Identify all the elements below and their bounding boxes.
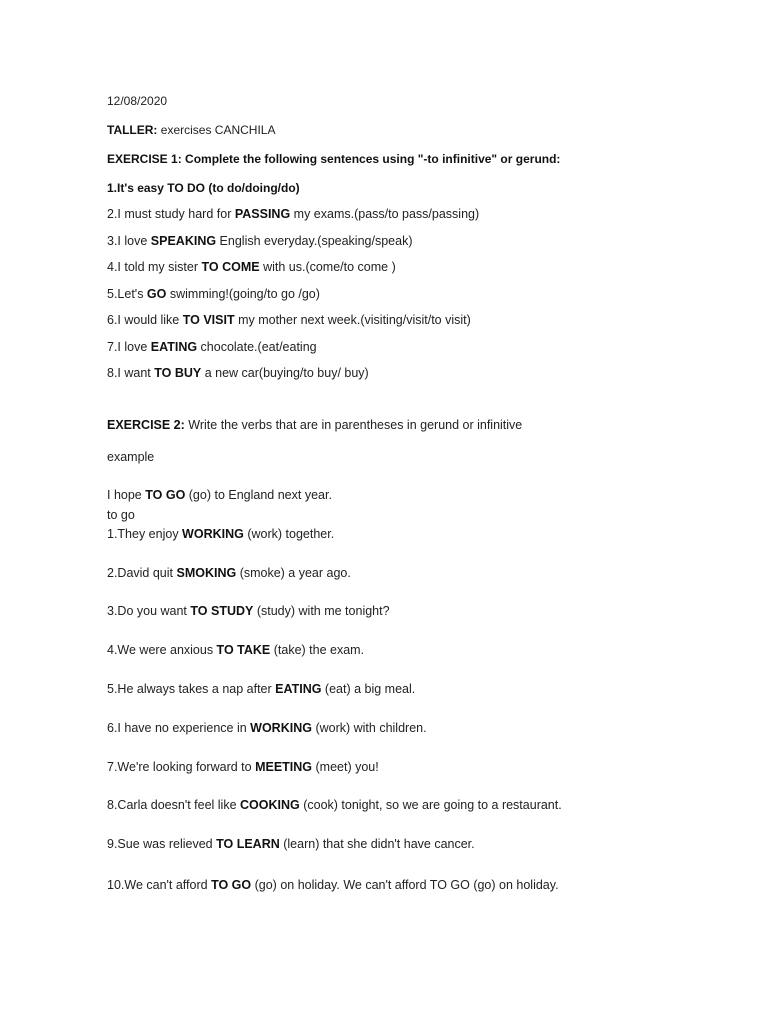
item-suffix: (work) with children. bbox=[311, 721, 427, 735]
item-answer: TO LEARN bbox=[216, 837, 280, 851]
exercise1-item bbox=[107, 259, 396, 275]
item-answer: SMOKING bbox=[176, 566, 237, 580]
item-suffix: (cook) tonight, so we are going to a restaurant. bbox=[299, 798, 562, 812]
item-answer: TO BUY bbox=[154, 366, 202, 380]
example-note: to go bbox=[107, 508, 135, 522]
item-suffix: swimming!(going/to go /go) bbox=[166, 287, 320, 301]
item-answer: GO bbox=[146, 287, 167, 301]
exercise2-title bbox=[107, 417, 522, 433]
exercise2-item bbox=[107, 797, 562, 813]
exercise1-item bbox=[107, 206, 479, 222]
item-prefix: 5.Let's bbox=[107, 287, 147, 301]
item-prefix: 9.Sue was relieved bbox=[107, 837, 217, 851]
item-suffix: (meet) you! bbox=[312, 760, 379, 774]
exercise1-label: EXERCISE 1: bbox=[107, 152, 182, 166]
example-sentence bbox=[107, 487, 332, 503]
item-answer: TO GO bbox=[145, 488, 186, 502]
item-answer: PASSING bbox=[234, 207, 291, 221]
item-suffix: (to do/doing/do) bbox=[205, 181, 300, 195]
exercise2-item bbox=[107, 759, 379, 775]
item-suffix: (learn) that she didn't have cancer. bbox=[279, 837, 475, 851]
exercise1-instructions: Complete the following sentences using "-to infinitive" or gerund: bbox=[181, 152, 561, 166]
item-prefix: 10.We can't afford bbox=[107, 878, 212, 892]
item-suffix: (study) with me tonight? bbox=[253, 604, 390, 618]
exercise1-item bbox=[107, 339, 317, 355]
exercise2-item bbox=[107, 836, 475, 852]
item-prefix: I hope bbox=[107, 488, 146, 502]
item-suffix: English everyday.(speaking/speak) bbox=[216, 234, 413, 248]
item-suffix: a new car(buying/to buy/ buy) bbox=[201, 366, 369, 380]
item-prefix: 4.We were anxious bbox=[107, 643, 217, 657]
item-answer: TO STUDY bbox=[190, 604, 254, 618]
taller-text: exercises CANCHILA bbox=[157, 123, 276, 137]
item-prefix: 6.I would like bbox=[107, 313, 183, 327]
item-suffix: (go) on holiday. We can't afford TO GO (go) on holiday. bbox=[251, 878, 559, 892]
item-prefix: 1.They enjoy bbox=[107, 527, 183, 541]
item-suffix: my exams.(pass/to pass/passing) bbox=[290, 207, 480, 221]
item-answer: COOKING bbox=[240, 798, 300, 812]
item-answer: TO COME bbox=[201, 260, 260, 274]
item-suffix: (work) together. bbox=[243, 527, 335, 541]
example-label: example bbox=[107, 450, 155, 464]
exercise1-item bbox=[107, 365, 369, 381]
item-answer: TO TAKE bbox=[216, 643, 271, 657]
item-prefix: 2.I must study hard for bbox=[107, 207, 235, 221]
item-suffix: my mother next week.(visiting/visit/to visit) bbox=[234, 313, 471, 327]
item-answer: TO GO bbox=[211, 878, 252, 892]
exercise2-item bbox=[107, 681, 415, 697]
exercise2-label: EXERCISE 2: bbox=[107, 418, 185, 432]
item-answer: TO DO bbox=[167, 181, 206, 195]
date: 12/08/2020 bbox=[107, 94, 168, 108]
item-answer: TO VISIT bbox=[182, 313, 235, 327]
exercise1-title bbox=[107, 151, 560, 167]
item-prefix: 1.It's easy bbox=[107, 181, 168, 195]
item-prefix: 3.I love bbox=[107, 234, 151, 248]
exercise1-item bbox=[107, 312, 471, 328]
exercise2-instructions: Write the verbs that are in parentheses in gerund or infinitive bbox=[184, 418, 523, 432]
item-prefix: 3.Do you want bbox=[107, 604, 191, 618]
item-prefix: 7.We're looking forward to bbox=[107, 760, 256, 774]
item-answer: EATING bbox=[150, 340, 198, 354]
item-answer: MEETING bbox=[255, 760, 313, 774]
item-prefix: 8.Carla doesn't feel like bbox=[107, 798, 241, 812]
item-prefix: 6.I have no experience in bbox=[107, 721, 251, 735]
item-suffix: (go) to England next year. bbox=[185, 488, 332, 502]
exercise2-item bbox=[107, 526, 334, 542]
exercise2-item bbox=[107, 565, 351, 581]
exercise1-item bbox=[107, 286, 320, 302]
item-prefix: 8.I want bbox=[107, 366, 155, 380]
item-prefix: 7.I love bbox=[107, 340, 151, 354]
exercise2-item bbox=[107, 642, 364, 658]
item-answer: EATING bbox=[275, 682, 322, 696]
item-suffix: (smoke) a year ago. bbox=[236, 566, 351, 580]
item-answer: SPEAKING bbox=[150, 234, 217, 248]
item-suffix: with us.(come/to come ) bbox=[259, 260, 396, 274]
taller-line bbox=[107, 122, 275, 138]
item-suffix: (take) the exam. bbox=[270, 643, 365, 657]
exercise2-item bbox=[107, 720, 427, 736]
exercise2-item bbox=[107, 877, 559, 893]
exercise2-item bbox=[107, 603, 390, 619]
item-prefix: 4.I told my sister bbox=[107, 260, 202, 274]
exercise1-item bbox=[107, 180, 300, 196]
item-answer: WORKING bbox=[182, 527, 244, 541]
item-answer: WORKING bbox=[250, 721, 312, 735]
taller-label: TALLER: bbox=[107, 123, 158, 137]
item-prefix: 5.He always takes a nap after bbox=[107, 682, 276, 696]
item-suffix: (eat) a big meal. bbox=[321, 682, 416, 696]
exercise1-item bbox=[107, 233, 412, 249]
item-suffix: chocolate.(eat/eating bbox=[197, 340, 317, 354]
item-prefix: 2.David quit bbox=[107, 566, 177, 580]
